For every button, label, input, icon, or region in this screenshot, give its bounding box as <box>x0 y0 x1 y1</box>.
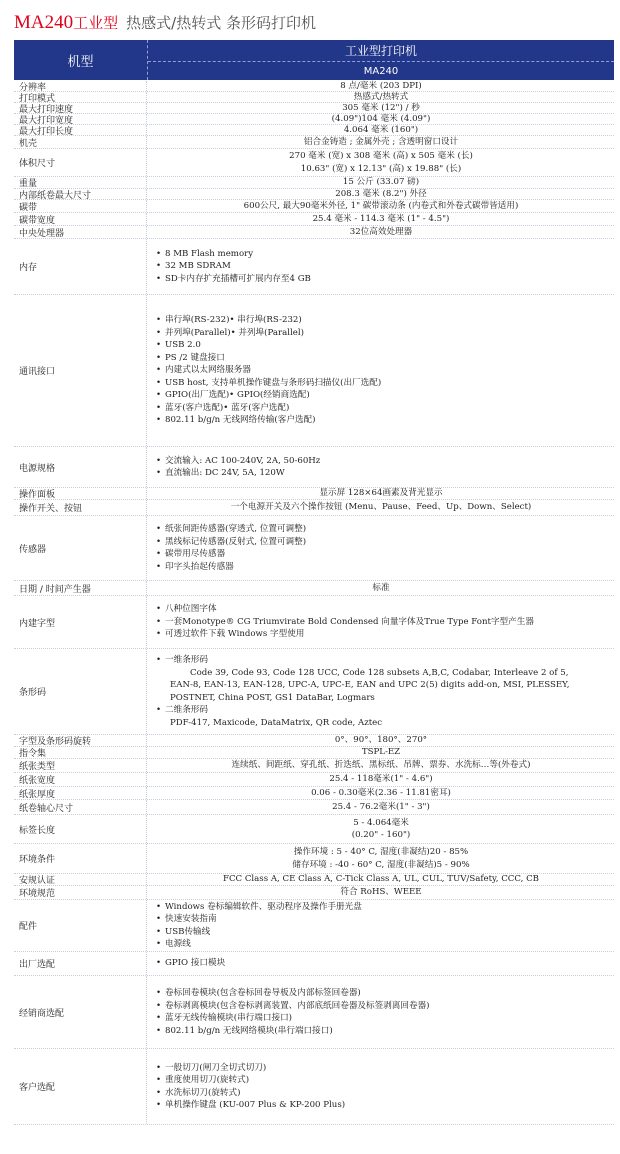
spec-sub-item: EAN-8, EAN-13, EAN-128, UPC-A, UPC-E, EAN and UPC 2(5) digits add-on, MSI, PLESSEY, <box>170 680 570 690</box>
spec-value-line: 铝合金铸造 ; 金属外壳 ; 含透明窗口设计 <box>303 136 459 147</box>
spec-label: 操作开关、按钮 <box>14 500 147 515</box>
spec-bullet-item: • 快速安装指南 <box>156 913 217 926</box>
spec-value-line: FCC Class A, CE Class A, C-Tick Class A, UL, CUL, TUV/Safety, CCC, CB <box>223 874 539 885</box>
spec-row <box>14 239 614 295</box>
spec-bullet-item: • GPIO(出厂选配)• GPIO(经销商选配) <box>156 389 310 402</box>
spec-row <box>14 114 614 125</box>
spec-row <box>14 516 614 581</box>
spec-label: 通讯接口 <box>14 295 147 446</box>
spec-bullet-item: • 电源线 <box>156 938 191 951</box>
spec-label: 分辨率 <box>14 81 147 91</box>
spec-row <box>14 488 614 500</box>
spec-row <box>14 649 614 735</box>
spec-row <box>14 125 614 136</box>
spec-label: 纸张宽度 <box>14 773 147 786</box>
spec-bullet-item: • 一般切刀(闸刀全切式切刀) <box>156 1062 266 1075</box>
spec-bullet-item: • 碳带用尽传感器 <box>156 548 225 561</box>
spec-value <box>148 200 614 212</box>
spec-value-line: 15 公斤 (33.07 磅) <box>342 177 420 188</box>
spec-label: 纸张厚度 <box>14 787 147 799</box>
spec-value-line: 一个电源开关及六个操作按钮 (Menu、Pause、Feed、Up、Down、Select) <box>230 502 532 513</box>
spec-sub-item: POSTNET, China POST, GS1 DataBar, Logmars <box>170 692 375 703</box>
spec-value-line: 32位高效处理器 <box>349 226 413 237</box>
spec-bullet-item: • SD卡内存扩充插槽可扩展内存至4 GB <box>156 273 311 286</box>
spec-bullet-item: • 蓝牙无线传输模块(串行端口接口) <box>156 1012 292 1025</box>
spec-value-line: 4.064 毫米 (160") <box>343 124 419 135</box>
spec-value <box>148 295 614 446</box>
spec-value-line: 5 - 4.064毫米 <box>353 817 409 828</box>
spec-label: 最大打印速度 <box>14 103 147 113</box>
spec-value <box>148 1049 614 1124</box>
title-model: MA240 <box>14 12 74 33</box>
spec-label: 传感器 <box>14 516 147 580</box>
spec-value-line: 显示屏 128×64画素及背光显示 <box>319 488 443 499</box>
spec-row <box>14 200 614 213</box>
spec-value <box>148 177 614 188</box>
spec-row <box>14 149 614 177</box>
spec-value <box>148 92 614 102</box>
spec-value-line: 208.3 毫米 (8.2") 外径 <box>335 188 427 199</box>
spec-label: 机壳 <box>14 136 147 148</box>
spec-row <box>14 81 614 92</box>
spec-value <box>148 114 614 124</box>
spec-value <box>148 952 614 975</box>
spec-label: 最大打印宽度 <box>14 114 147 124</box>
spec-value-line: 储存环境 : -40 - 60° C, 湿度(非凝结)5 - 90% <box>292 859 470 870</box>
spec-label: 日期 / 时间产生器 <box>14 581 147 595</box>
spec-value-line: 25.4 - 118毫米(1" - 4.6") <box>329 774 433 785</box>
spec-label: 体积尺寸 <box>14 149 147 176</box>
spec-bullet-item: • 黑线标记传感器(反射式, 位置可调整) <box>156 536 306 549</box>
spec-row <box>14 773 614 787</box>
spec-bullet-item: • 单机操作键盘 (KU-007 Plus & KP-200 Plus) <box>156 1099 345 1112</box>
spec-label: 标签长度 <box>14 815 147 843</box>
spec-value <box>148 447 614 487</box>
spec-value-line: 操作环境 : 5 - 40° C, 湿度(非凝结)20 - 85% <box>293 847 469 857</box>
spec-value-line: 600公尺, 最大90毫米外径, 1" 碳带滚动条 (内卷式和外卷式碳带皆适用) <box>243 200 519 211</box>
spec-value-line: (0.20" - 160") <box>351 830 411 840</box>
spec-bullet-item: • 一维条形码 <box>156 654 208 667</box>
spec-bullet-item: • GPIO 接口模块 <box>156 957 225 970</box>
page-title <box>14 12 614 40</box>
spec-value <box>148 800 614 814</box>
spec-bullet-item: • 内建式以太网络服务器 <box>156 364 251 377</box>
spec-bullet-item: • 可透过软件下载 Windows 字型使用 <box>156 628 304 641</box>
spec-row <box>14 500 614 516</box>
spec-label: 纸卷轴心尺寸 <box>14 800 147 814</box>
spec-label: 电源规格 <box>14 447 147 487</box>
spec-bullet-item: • 交流输入: AC 100-240V, 2A, 50-60Hz <box>156 455 320 468</box>
spec-bullet-item: • 水洗标切刀(旋转式) <box>156 1087 240 1100</box>
spec-bullet-item: • 印字头抬起传感器 <box>156 561 234 574</box>
spec-label: 内建字型 <box>14 596 147 648</box>
header-model: MA240 <box>363 65 399 77</box>
spec-bullet-item: • 直流输出: DC 24V, 5A, 120W <box>156 467 285 480</box>
spec-value <box>148 900 614 951</box>
spec-bullet-item: • 蓝牙(客户选配)• 蓝牙(客户选配) <box>156 402 289 415</box>
spec-value-line: 热感式/热转式 <box>353 91 409 102</box>
spec-label: 环境规范 <box>14 886 147 899</box>
spec-bullet-item: • USB host, 支持单机操作键盘与条形码扫描仪(出厂选配) <box>156 377 381 390</box>
spec-value-line: 270 毫米 (宽) x 308 毫米 (高) x 505 毫米 (长) <box>289 151 473 161</box>
spec-bullet-item: • 802.11 b/g/n 无线网络传输(客户选配) <box>156 414 316 427</box>
spec-label: 条形码 <box>14 649 147 734</box>
spec-label: 配件 <box>14 900 147 951</box>
spec-label: 操作面板 <box>14 488 147 499</box>
spec-value-line: 0.06 - 0.30毫米(2.36 - 11.81密耳) <box>311 787 451 798</box>
spec-row <box>14 581 614 596</box>
spec-value-line: 305 毫米 (12") / 秒 <box>342 102 420 113</box>
spec-row <box>14 747 614 759</box>
spec-label: 客户选配 <box>14 1049 147 1124</box>
spec-row <box>14 92 614 103</box>
spec-bullet-item: • 8 MB Flash memory <box>156 248 253 261</box>
spec-bullet-item: • PS /2 键盘接口 <box>156 352 225 365</box>
spec-row <box>14 952 614 976</box>
spec-value <box>148 136 614 148</box>
spec-bullet-item: • 重度使用切刀(旋转式) <box>156 1074 249 1087</box>
spec-label: 环境条件 <box>14 844 147 873</box>
spec-bullet-item: • 二维条形码 <box>156 704 208 717</box>
spec-label: 指令集 <box>14 747 147 758</box>
spec-value <box>148 488 614 499</box>
spec-value <box>148 596 614 648</box>
spec-sub-item: PDF-417, Maxicode, DataMatrix, QR code, Aztec <box>170 717 383 728</box>
spec-bullet-item: • USB传输线 <box>156 926 210 939</box>
spec-value-line: 标准 <box>372 582 390 593</box>
spec-bullet-item: • 802.11 b/g/n 无线网络模块(串行端口接口) <box>156 1025 333 1038</box>
header-label: 机型 <box>14 40 148 80</box>
spec-label: 经销商选配 <box>14 976 147 1048</box>
spec-label: 碳带 <box>14 200 147 212</box>
spec-value <box>148 787 614 799</box>
spec-row <box>14 447 614 488</box>
spec-bullet-item: • 卷标剥离模块(包含卷标剥离装置、内部底纸回卷器及标签剥离回卷器) <box>156 1000 430 1013</box>
spec-label: 内部纸卷最大尺寸 <box>14 189 147 199</box>
spec-row <box>14 735 614 747</box>
spec-bullet-item: • 卷标回卷模块(包含卷标回卷导板及内部标签回卷器) <box>156 987 361 1000</box>
header-category: 工业型打印机 <box>148 40 614 62</box>
spec-value <box>148 759 614 772</box>
spec-value-line: TSPL-EZ <box>361 747 401 758</box>
spec-value <box>148 844 614 873</box>
spec-row <box>14 177 614 189</box>
spec-row <box>14 886 614 900</box>
spec-label: 打印模式 <box>14 92 147 102</box>
spec-value-line: 连续纸、间距纸、穿孔纸、折迭纸、黑标纸、吊牌、票券、水洗标…等(外卷式) <box>231 760 531 771</box>
spec-row <box>14 900 614 952</box>
spec-value <box>148 735 614 746</box>
spec-row <box>14 295 614 447</box>
spec-value <box>148 239 614 294</box>
spec-bullet-item: • 并列埠(Parallel)• 并列埠(Parallel) <box>156 327 304 340</box>
spec-label: 中央处理器 <box>14 226 147 238</box>
spec-label: 安规认证 <box>14 874 147 885</box>
spec-label: 出厂选配 <box>14 952 147 975</box>
spec-label: 最大打印长度 <box>14 125 147 135</box>
spec-row <box>14 1049 614 1125</box>
spec-value <box>148 226 614 238</box>
spec-bullet-item: • 八种位图字体 <box>156 603 217 616</box>
spec-row <box>14 226 614 239</box>
spec-value-line: (4.09")104 毫米 (4.09") <box>331 113 431 124</box>
spec-bullet-item: • 纸张间距传感器(穿透式, 位置可调整) <box>156 523 306 536</box>
title-type: 工业型 <box>73 14 119 32</box>
spec-value <box>148 886 614 899</box>
spec-sub-item: Code 39, Code 93, Code 128 UCC, Code 128 subsets A,B,C, Codabar, Interleave 2 of 5, <box>190 667 569 678</box>
spec-value-line: 符合 RoHS、WEEE <box>340 887 422 898</box>
spec-bullet-item: • 一套Monotype® CG Triumvirate Bold Condensed 向量字体及True Type Font字型产生器 <box>156 616 534 629</box>
spec-table-header <box>14 40 614 80</box>
spec-row <box>14 136 614 149</box>
spec-value-line: 25.4 毫米 - 114.3 毫米 (1" - 4.5") <box>312 213 450 224</box>
spec-row <box>14 800 614 815</box>
spec-label: 内存 <box>14 239 147 294</box>
spec-value <box>148 516 614 580</box>
spec-row <box>14 815 614 844</box>
spec-row <box>14 976 614 1049</box>
spec-row <box>14 213 614 226</box>
spec-row <box>14 844 614 874</box>
spec-row <box>14 189 614 200</box>
spec-value-line: 10.63" (宽) x 12.13" (高) x 19.88" (长) <box>300 163 462 174</box>
spec-value-line: 0°、90°、180°、270° <box>334 735 428 746</box>
spec-row <box>14 596 614 649</box>
spec-value-line: 25.4 - 76.2毫米(1" - 3") <box>332 801 430 812</box>
spec-value <box>148 500 614 515</box>
spec-value <box>148 649 614 734</box>
spec-value <box>148 149 614 176</box>
spec-value <box>148 874 614 885</box>
spec-bullet-item: • USB 2.0 <box>156 339 201 352</box>
spec-bullet-item: • Windows 卷标编辑软件、驱动程序及操作手册光盘 <box>156 901 362 914</box>
title-description: 热感式/热转式 条形码打印机 <box>126 14 316 32</box>
spec-value <box>148 747 614 758</box>
spec-bullet-item: • 32 MB SDRAM <box>156 260 231 273</box>
spec-value <box>148 976 614 1048</box>
spec-label: 碳带宽度 <box>14 213 147 225</box>
spec-value <box>148 81 614 91</box>
spec-row <box>14 103 614 114</box>
spec-value <box>148 189 614 199</box>
spec-row <box>14 787 614 800</box>
spec-row <box>14 874 614 886</box>
spec-value <box>148 103 614 113</box>
spec-bullet-item: • 串行埠(RS-232)• 串行埠(RS-232) <box>156 314 302 327</box>
spec-label: 重量 <box>14 177 147 188</box>
spec-label: 字型及条形码旋转 <box>14 735 147 746</box>
spec-value <box>148 815 614 843</box>
spec-value <box>148 125 614 135</box>
spec-value <box>148 581 614 595</box>
spec-label: 纸张类型 <box>14 759 147 772</box>
spec-value <box>148 213 614 225</box>
spec-row <box>14 759 614 773</box>
spec-value <box>148 773 614 786</box>
spec-value-line: 8 点/毫米 (203 DPI) <box>340 80 422 91</box>
